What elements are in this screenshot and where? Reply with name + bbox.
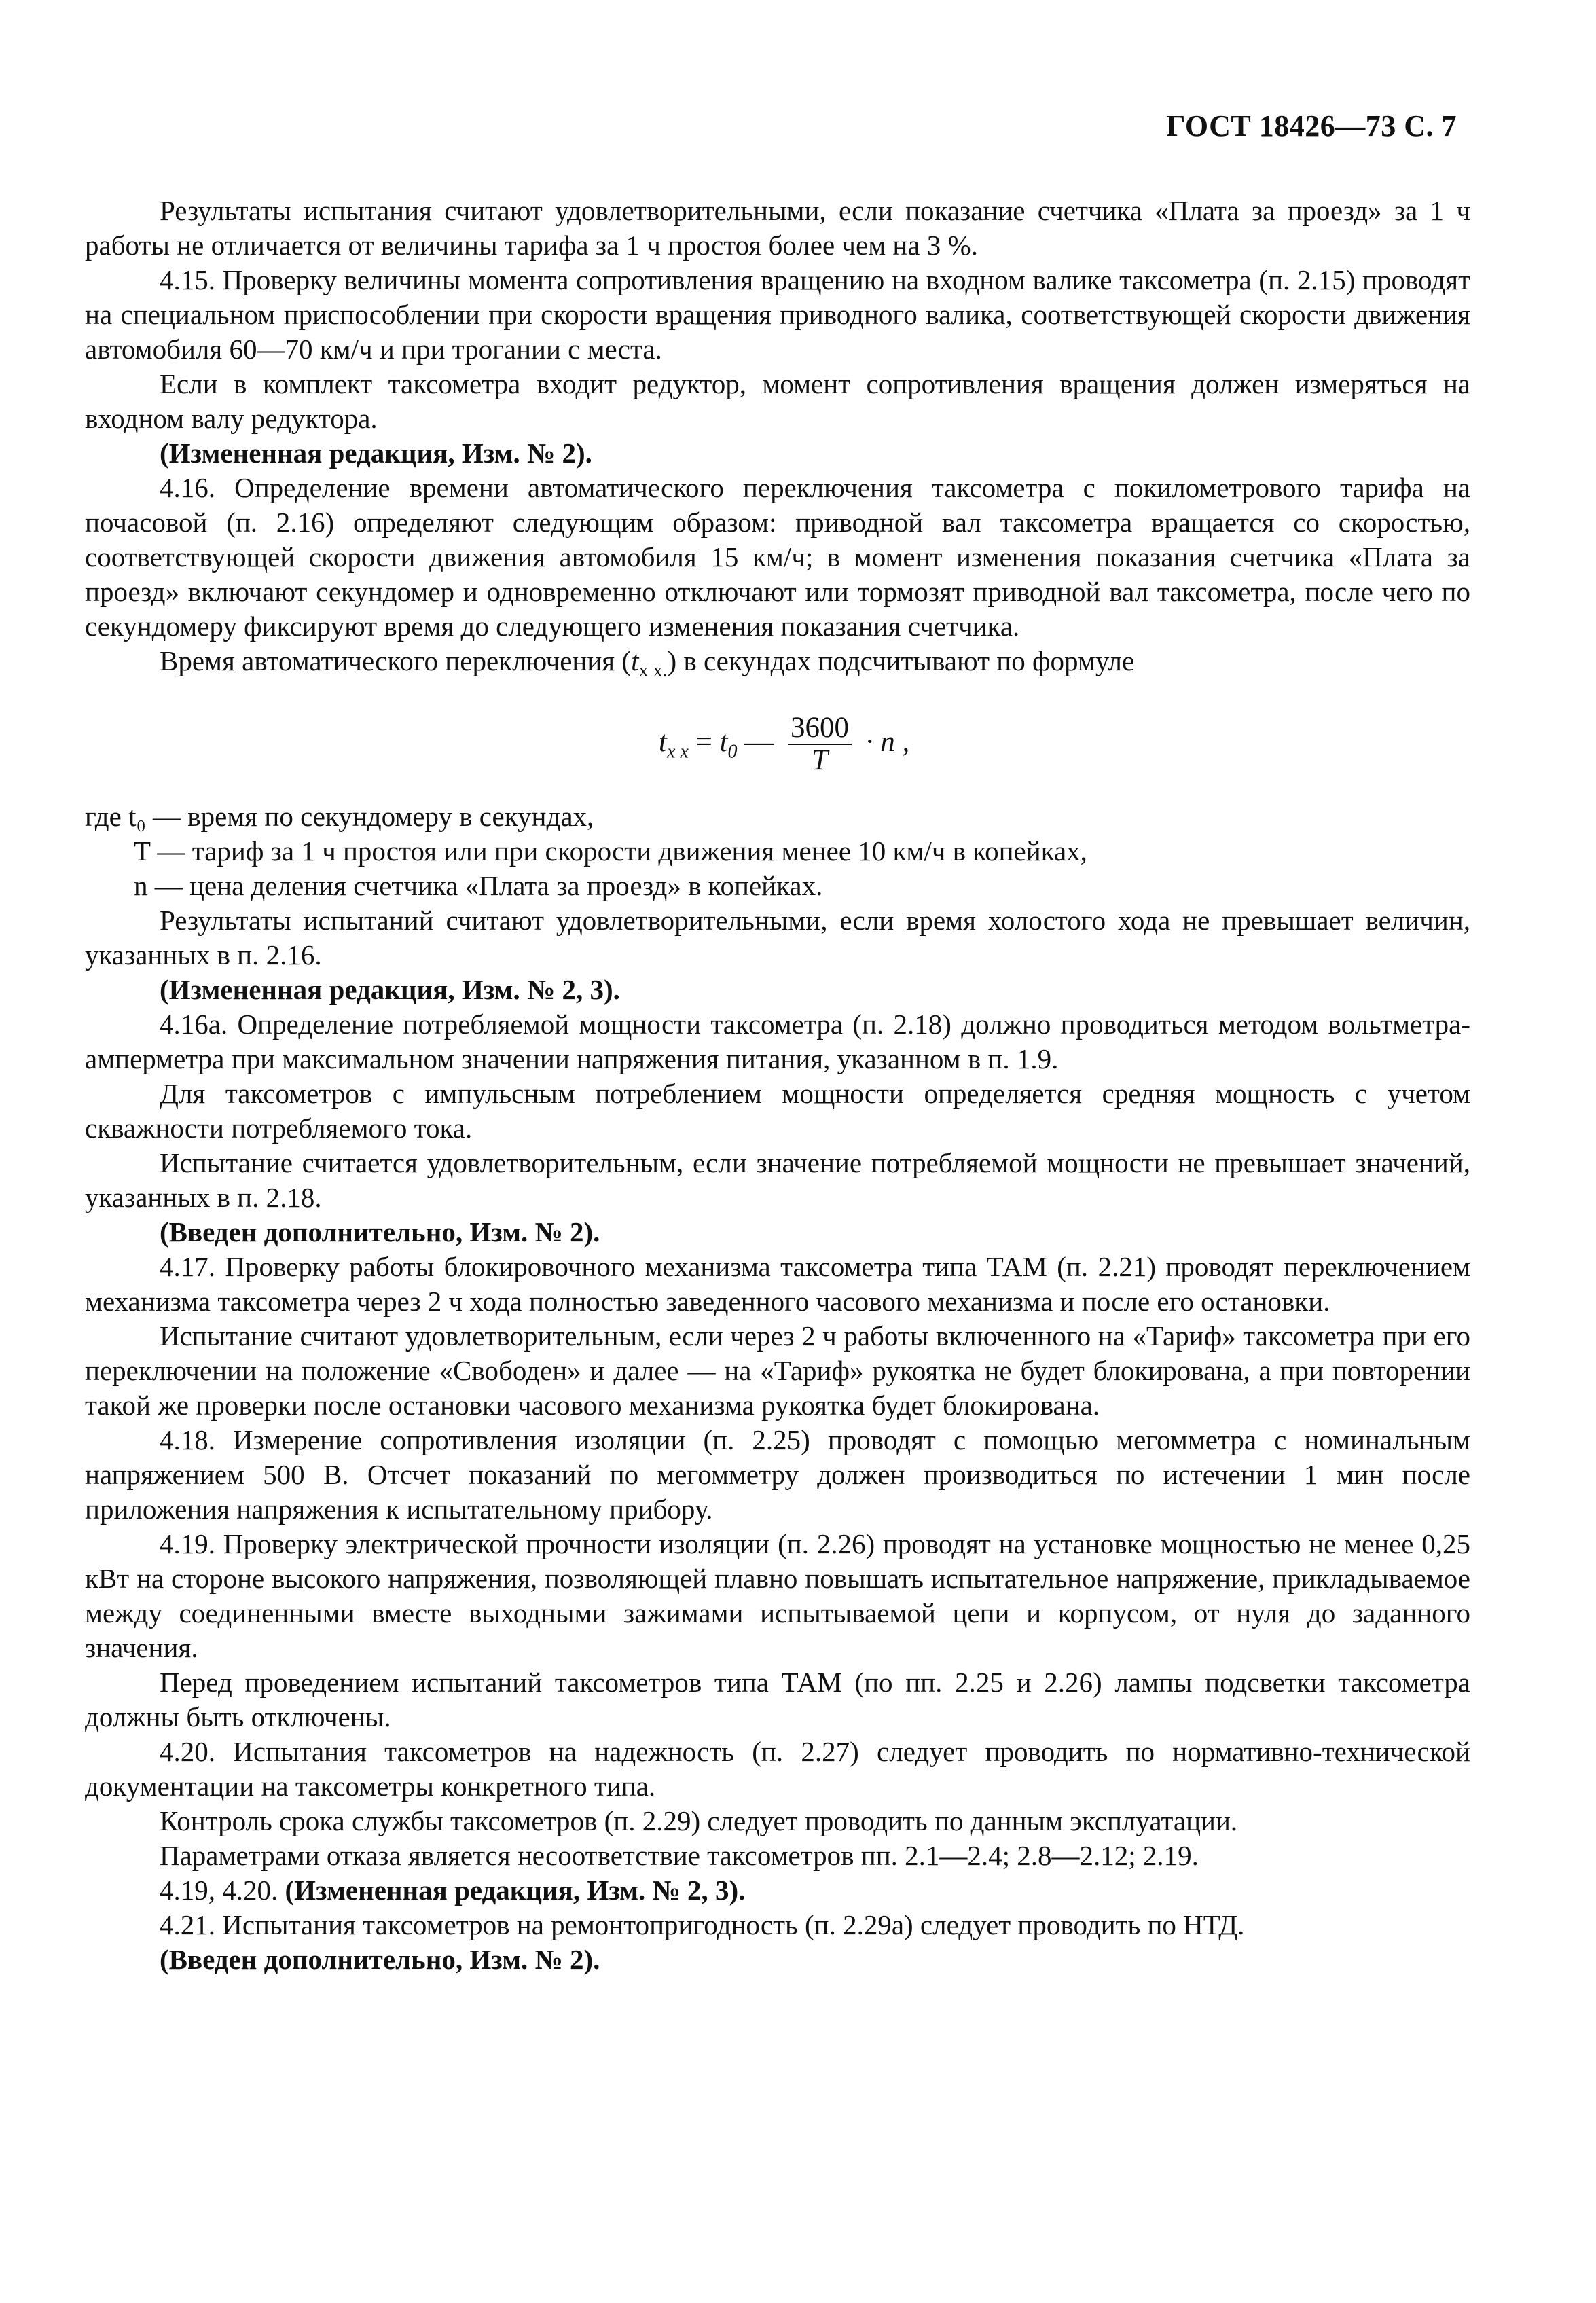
amendment-note: (Введен дополнительно, Изм. № 2). — [160, 1944, 600, 1976]
formula-lhs: t — [659, 726, 667, 759]
paragraph — [85, 1873, 1470, 1908]
formula-lhs-sub: x x — [666, 741, 689, 763]
amendment-note: (Измененная редакция, Изм. № 2). — [160, 437, 592, 469]
formula-fraction — [788, 712, 852, 776]
formula-inline-var: t — [631, 645, 639, 676]
legend-line: где t₀ — время по секундомеру в секундах, — [85, 801, 594, 833]
page-header: ГОСТ 18426—73 С. 7 — [1166, 109, 1457, 143]
paragraph: 4.16а. Определение потребляемой мощности таксометра (п. 2.18) должно проводиться методом вольтметра-амперметра при максимальном значении напряжения питания, указанном в п. 1.9. — [85, 1009, 1470, 1075]
formula-t0: t — [719, 726, 728, 759]
paragraph: Для таксометров с импульсным потреблением мощности определяется средняя мощность с учетом скважности потребляемого тока. — [85, 1078, 1470, 1144]
paragraph: Контроль срока службы таксометров (п. 2.29) следует проводить по данным эксплуатации. — [160, 1805, 1238, 1837]
formula-inline-sub: x x. — [638, 660, 668, 682]
paragraph: Испытание считают удовлетворительным, если через 2 ч работы включенного на «Тариф» таксометра при его переключении на положение «Свободен» и далее — на «Тариф» рукоятка не будет блокирована, а при повторении такой же проверки после остановки часового механизма рукоятка будет блокирована. — [85, 1320, 1470, 1421]
paragraph: 4.17. Проверку работы блокировочного механизма таксометра типа ТАМ (п. 2.21) проводят переключением механизма таксометра через 2 ч хода полностью заведенного часового механизма и после его остановки. — [85, 1251, 1470, 1318]
text-run: Время автоматического переключения ( — [160, 645, 632, 676]
paragraph: 4.18. Измерение сопротивления изоляции (п. 2.25) проводят с помощью мегомметра с номинальным напряжением 500 В. Отсчет показаний по мегомметру должен производиться по истечении 1 мин после приложения напряжения к испытательному прибору. — [85, 1424, 1470, 1525]
formula-numerator: 3600 — [788, 712, 852, 745]
paragraph: Параметрами отказа является несоответствие таксометров пп. 2.1—2.4; 2.8—2.12; 2.19. — [160, 1840, 1199, 1872]
paragraph: Результаты испытания считают удовлетворительными, если показание счетчика «Плата за проезд» за 1 ч работы не отличается от величины тарифа за 1 ч простоя более чем на 3 %. — [85, 195, 1470, 261]
amendment-note: (Измененная редакция, Изм. № 2, 3). — [160, 974, 620, 1006]
document-body — [85, 194, 1470, 1977]
legend-line: n — цена деления счетчика «Плата за проезд» в копейках. — [134, 870, 823, 902]
paragraph: 4.21. Испытания таксометров на ремонтопригодность (п. 2.29а) следует проводить по НТД. — [160, 1909, 1245, 1941]
paragraph: 4.20. Испытания таксометров на надежность (п. 2.27) следует проводить по нормативно-технической документации на таксометры конкретного типа. — [85, 1736, 1470, 1802]
paragraph: 4.16. Определение времени автоматического переключения таксометра с покилометрового тарифа на почасовой (п. 2.16) определяют следующим образом: приводной вал таксометра вращается со скоростью, соответствующей скорости движения автомобиля 15 км/ч; в момент изменения показания счетчика «Плата за проезд» включают секундомер и одновременно отключают или тормозят приводной вал таксометра, после чего по секундомеру фиксируют время до следующего изменения показания счетчика. — [85, 472, 1470, 642]
paragraph — [85, 644, 1470, 688]
formula-minus: — — [744, 726, 774, 759]
formula — [85, 707, 1470, 788]
amendment-note: (Измененная редакция, Изм. № 2, 3). — [285, 1874, 746, 1906]
formula-tail: · n , — [865, 726, 910, 759]
text-run: 4.19, 4.20. — [160, 1874, 285, 1906]
paragraph: Если в комплект таксометра входит редуктор, момент сопротивления вращения должен измеряться на входном валу редуктора. — [85, 368, 1470, 434]
legend-line: T — тариф за 1 ч простоя или при скорости движения менее 10 км/ч в копейках, — [134, 835, 1087, 867]
formula-t0-sub: 0 — [727, 741, 738, 763]
text-run: ) в секундах подсчитывают по формуле — [667, 645, 1135, 676]
formula-eq: = — [695, 726, 712, 759]
paragraph: Результаты испытаний считают удовлетворительными, если время холостого хода не превышает величин, указанных в п. 2.16. — [85, 905, 1470, 971]
paragraph: Испытание считается удовлетворительным, если значение потребляемой мощности не превышает значений, указанных в п. 2.18. — [85, 1147, 1470, 1214]
paragraph: 4.15. Проверку величины момента сопротивления вращению на входном валике таксометра (п. 2.15) проводят на специальном приспособлении при скорости вращения приводного валика, соответствующей скорости движения автомобиля 60—70 км/ч и при трогании с места. — [85, 264, 1470, 365]
paragraph: Перед проведением испытаний таксометров типа ТАМ (по пп. 2.25 и 2.26) лампы подсветки таксометра должны быть отключены. — [85, 1667, 1470, 1733]
formula-denominator: T — [812, 744, 828, 777]
paragraph: 4.19. Проверку электрической прочности изоляции (п. 2.26) проводят на установке мощностью не менее 0,25 кВт на стороне высокого напряжения, позволяющей плавно повышать испытательное напряжение, прикладываемое между соединенными вместе выходными зажимами испытываемой цепи и корпусом, от нуля до заданного значения. — [85, 1528, 1470, 1664]
amendment-note: (Введен дополнительно, Изм. № 2). — [160, 1216, 600, 1248]
